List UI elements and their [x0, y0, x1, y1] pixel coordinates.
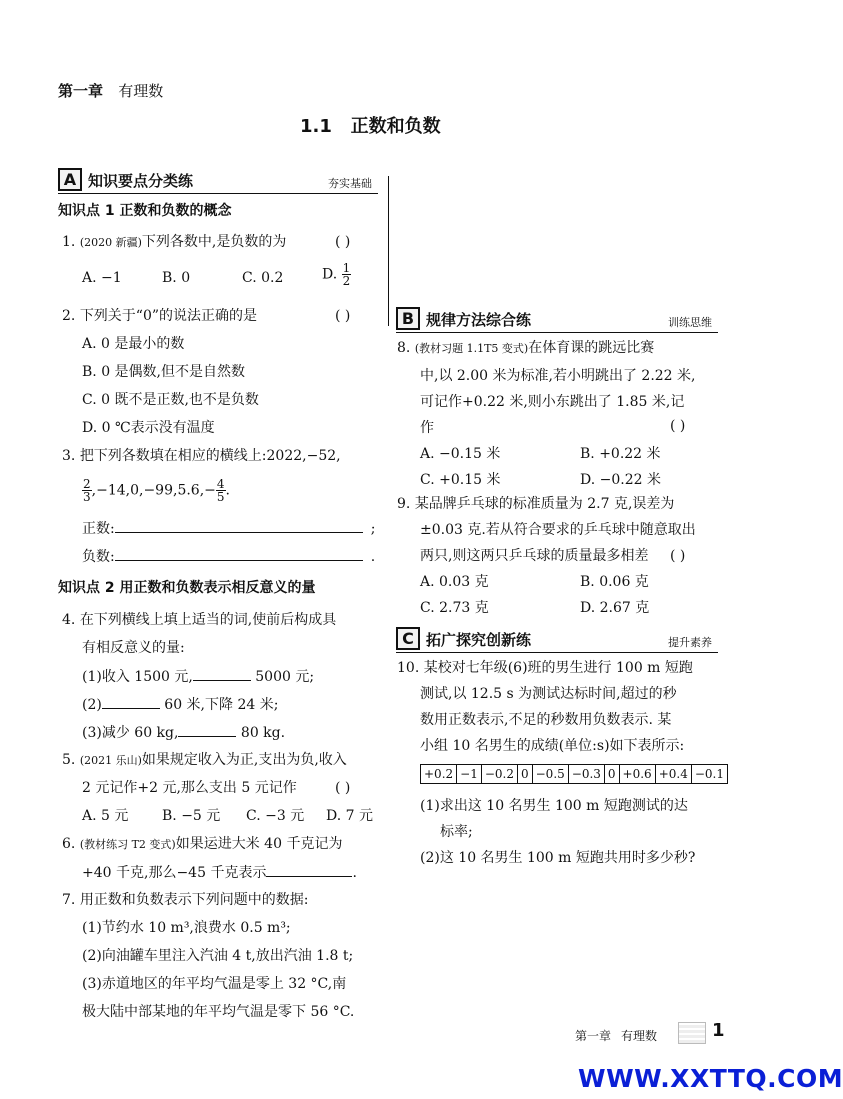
section-b-tag: 训练思维: [668, 316, 712, 329]
q6-blank[interactable]: [266, 862, 352, 877]
q4-stem-line2: 有相反意义的量:: [82, 640, 185, 656]
chapter-label: 第一章 有理数: [58, 82, 164, 100]
q2-option-b: B. 0 是偶数,但不是自然数: [82, 364, 245, 380]
q1-answer-paren: ( ): [335, 234, 351, 250]
q4-blank-1[interactable]: [193, 666, 251, 681]
q2-answer-paren: ( ): [335, 308, 351, 324]
q8-stem-line4: 作: [420, 420, 434, 436]
q8-stem: 8. (教材习题 1.1T5 变式)在体育课的跳远比赛: [397, 340, 655, 356]
q1-option-a: A. −1: [82, 270, 122, 286]
q7-item-3-cont: 极大陆中部某地的年平均气温是零下 56 °C.: [82, 1004, 355, 1020]
q5-stem-line2: 2 元记作+2 元,那么支出 5 元记作: [82, 780, 297, 796]
watermark: WWW.XXTTQ.COM: [578, 1064, 843, 1093]
section-b-letter: B: [396, 307, 420, 330]
q8-option-b: B. +0.22 米: [580, 446, 661, 462]
q2-option-d: D. 0 ℃表示没有温度: [82, 420, 215, 436]
q8-option-c: C. +0.15 米: [420, 472, 501, 488]
q2-option-c: C. 0 既不是正数,也不是负数: [82, 392, 259, 408]
q8-option-a: A. −0.15 米: [420, 446, 501, 462]
chapter-name: 有理数: [118, 82, 164, 100]
table-cell: 0: [517, 765, 532, 784]
page-number: 1: [712, 1020, 725, 1041]
q4-item-2: (2) 60 米,下降 24 米;: [82, 694, 278, 715]
q3-stem: 3. 把下列各数填在相应的横线上:2022,−52,: [62, 448, 341, 464]
q10-stem-line3: 数用正数表示,不足的秒数用负数表示. 某: [420, 712, 672, 728]
q5-option-a: A. 5 元: [82, 808, 129, 824]
q3-numbers: $\frac{2}{3}$ ,−14,0,−99,5.6,− $\frac{4}{5}$ .: [83, 477, 230, 504]
q6-stem: 6. (教材练习 T2 变式)如果运进大米 40 千克记为: [62, 836, 343, 852]
q9-stem: 9. 某品牌乒乓球的标准质量为 2.7 克,误差为: [397, 496, 675, 512]
table-cell: −0.3: [568, 765, 604, 784]
section-title: 1.1 正数和负数: [300, 116, 441, 137]
q1-option-d: D. $\frac{1}{2}$: [322, 261, 351, 288]
q7-stem: 7. 用正数和负数表示下列问题中的数据:: [62, 892, 309, 908]
q10-sub1: (1)求出这 10 名男生 100 m 短跑测试的达: [420, 798, 688, 814]
q10-results-table: [420, 764, 728, 784]
q8-option-d: D. −0.22 米: [580, 472, 661, 488]
q7-item-2: (2)向油罐车里注入汽油 4 t,放出汽油 1.8 t;: [82, 948, 354, 964]
section-a-letter: A: [58, 168, 82, 191]
table-cell: 0: [604, 765, 619, 784]
table-cell: −0.5: [532, 765, 568, 784]
q9-option-a: A. 0.03 克: [420, 574, 489, 590]
table-cell: −0.1: [691, 765, 727, 784]
q5-answer-paren: ( ): [335, 780, 351, 796]
table-cell: −0.2: [481, 765, 517, 784]
q1-stem: 1. (2020 新疆)下列各数中,是负数的为: [62, 234, 287, 250]
q9-answer-paren: ( ): [670, 548, 686, 564]
q10-sub2: (2)这 10 名男生 100 m 短跑共用时多少秒?: [420, 850, 696, 866]
table-cell: +0.2: [421, 765, 457, 784]
q1-option-c: C. 0.2: [242, 270, 284, 286]
section-c-letter: C: [396, 627, 420, 650]
q5-option-c: C. −3 元: [246, 808, 305, 824]
q9-option-d: D. 2.67 克: [580, 600, 650, 616]
q4-item-1: (1)收入 1500 元, 5000 元;: [82, 666, 314, 687]
q9-option-c: C. 2.73 克: [420, 600, 489, 616]
q2-option-a: A. 0 是最小的数: [82, 336, 185, 352]
q10-stem-line2: 测试,以 12.5 s 为测试达标时间,超过的秒: [420, 686, 677, 702]
q7-item-1: (1)节约水 10 m³,浪费水 0.5 m³;: [82, 920, 291, 936]
q8-stem-line3: 可记作+0.22 米,则小东跳出了 1.85 米,记: [420, 394, 685, 410]
q4-item-3: (3)减少 60 kg, 80 kg.: [82, 722, 285, 743]
kp1-heading: 知识点 1 正数和负数的概念: [58, 203, 232, 219]
q9-option-b: B. 0.06 克: [580, 574, 649, 590]
footer-chapter: 第一章 有理数: [575, 1029, 658, 1043]
table-cell: −1: [457, 765, 482, 784]
q3-positive-blank[interactable]: [115, 518, 363, 533]
q1-option-b: B. 0: [162, 270, 191, 286]
q5-option-d: D. 7 元: [326, 808, 373, 824]
section-c-tag: 提升素养: [668, 636, 712, 649]
q3-positive-row: 正数: ;: [82, 518, 375, 539]
section-a-header: [58, 169, 378, 191]
q4-stem: 4. 在下列横线上填上适当的词,使前后构成具: [62, 612, 337, 628]
q7-item-3: (3)赤道地区的年平均气温是零上 32 °C,南: [82, 976, 347, 992]
section-c-header: [396, 628, 718, 650]
q4-blank-3[interactable]: [178, 722, 236, 737]
q10-sub1-cont: 标率;: [440, 824, 473, 840]
section-a-tag: 夯实基础: [328, 177, 372, 190]
section-b-title: 规律方法综合练: [426, 311, 532, 329]
section-b-header: [396, 308, 718, 330]
q5-stem: 5. (2021 乐山)如果规定收入为正,支出为负,收入: [62, 752, 347, 768]
q3-negative-blank[interactable]: [115, 546, 363, 561]
q8-answer-paren: ( ): [670, 418, 686, 434]
kp2-heading: 知识点 2 用正数和负数表示相反意义的量: [58, 580, 316, 596]
section-c-title: 拓广探究创新练: [426, 631, 532, 649]
table-cell: +0.4: [655, 765, 691, 784]
table-row: [421, 765, 728, 784]
q9-stem-line2: ±0.03 克.若从符合要求的乒乓球中随意取出: [420, 522, 696, 538]
q5-option-b: B. −5 元: [162, 808, 221, 824]
section-a-title: 知识要点分类练: [88, 172, 194, 190]
table-cell: +0.6: [619, 765, 655, 784]
q6-stem-line2: +40 千克,那么−45 千克表示 .: [82, 862, 357, 883]
q3-negative-row: 负数: .: [82, 546, 375, 567]
q10-stem: 10. 某校对七年级(6)班的男生进行 100 m 短跑: [397, 660, 693, 676]
q10-stem-line4: 小组 10 名男生的成绩(单位:s)如下表所示:: [420, 738, 685, 754]
q2-stem: 2. 下列关于“0”的说法正确的是: [62, 308, 258, 324]
q4-blank-2[interactable]: [102, 694, 160, 709]
q9-stem-line3: 两只,则这两只乒乓球的质量最多相差: [420, 548, 649, 564]
q8-stem-line2: 中,以 2.00 米为标准,若小明跳出了 2.22 米,: [420, 368, 696, 384]
footer-decoration: [678, 1022, 706, 1044]
column-divider: [388, 176, 389, 326]
